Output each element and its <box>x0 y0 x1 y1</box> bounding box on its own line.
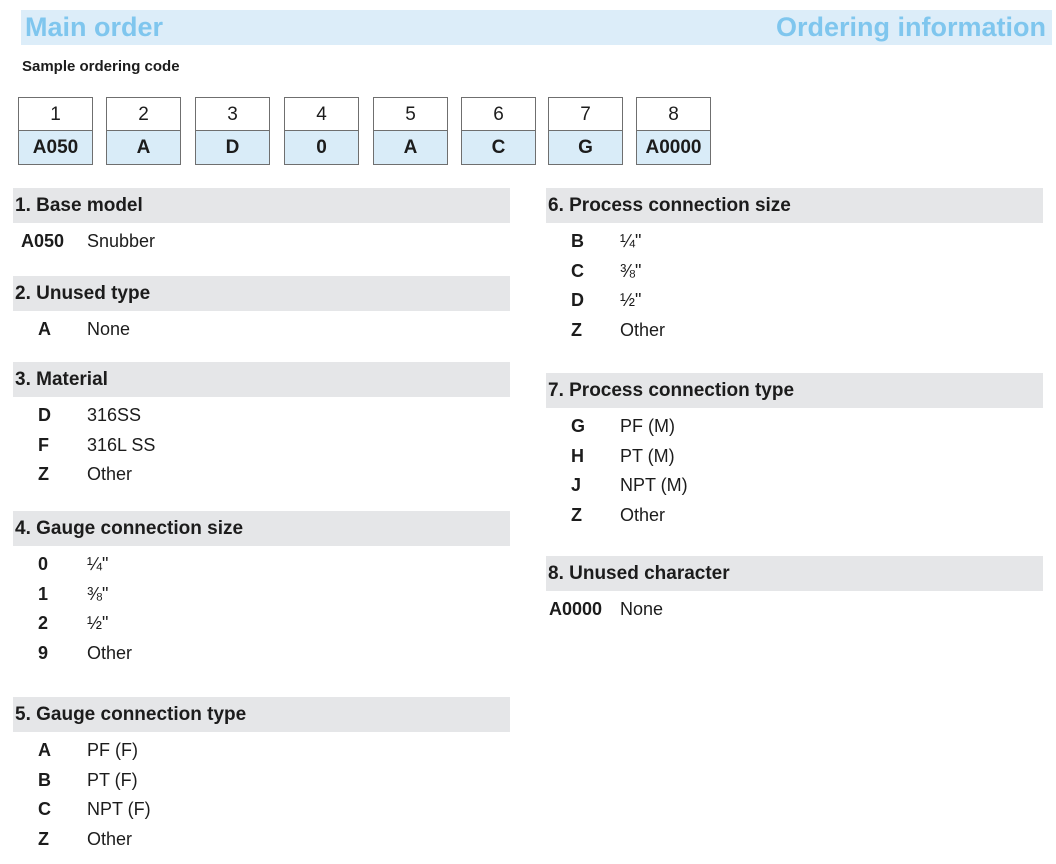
option-row <box>13 315 510 345</box>
option-description: ¼" <box>87 554 109 575</box>
option-row <box>546 595 1043 625</box>
option-code: 9 <box>38 643 49 664</box>
code-position-number: 7 <box>549 98 622 131</box>
code-position-3 <box>195 97 270 165</box>
option-code: A0000 <box>549 599 603 620</box>
code-position-value: C <box>462 131 535 164</box>
option-description: PF (M) <box>620 416 675 437</box>
code-position-number: 4 <box>285 98 358 131</box>
code-position-number: 6 <box>462 98 535 131</box>
option-description: ½" <box>620 290 642 311</box>
option-row <box>13 736 510 766</box>
option-section-5 <box>13 697 510 854</box>
option-row <box>13 460 510 490</box>
code-position-6 <box>461 97 536 165</box>
option-section-7 <box>546 373 1043 530</box>
option-row <box>13 580 510 610</box>
code-position-number: 8 <box>637 98 710 131</box>
section-title: 7. Process connection type <box>546 373 1043 408</box>
option-description: Other <box>620 320 666 341</box>
option-row <box>546 471 1043 501</box>
option-row <box>546 501 1043 531</box>
section-title: 4. Gauge connection size <box>13 511 510 546</box>
code-position-2 <box>106 97 181 165</box>
option-code: Z <box>38 464 49 485</box>
option-description: Other <box>87 643 133 664</box>
option-description: ½" <box>87 613 109 634</box>
option-section-2 <box>13 276 510 345</box>
option-code: J <box>571 475 582 496</box>
option-description: ¼" <box>620 231 642 252</box>
code-position-4 <box>284 97 359 165</box>
option-row <box>13 431 510 461</box>
option-row <box>546 286 1043 316</box>
option-row <box>13 550 510 580</box>
option-code: F <box>38 434 49 455</box>
option-row <box>13 609 510 639</box>
option-section-3 <box>13 362 510 490</box>
page-header <box>21 10 1052 45</box>
code-position-5 <box>373 97 448 165</box>
option-row <box>546 257 1043 287</box>
option-code: C <box>38 799 51 820</box>
ordering-information-title: Ordering information <box>776 12 1046 42</box>
option-description: ⅜" <box>620 260 642 281</box>
option-description: Snubber <box>87 231 156 252</box>
option-description: Other <box>87 829 133 850</box>
option-code: D <box>571 290 584 311</box>
option-row <box>13 401 510 431</box>
option-code: H <box>571 445 584 466</box>
option-row <box>13 227 510 257</box>
code-position-value: A <box>374 131 447 164</box>
code-position-number: 1 <box>19 98 92 131</box>
option-row <box>13 639 510 669</box>
option-code: G <box>571 416 586 437</box>
code-position-number: 5 <box>374 98 447 131</box>
main-order-title: Main order <box>25 12 164 42</box>
option-row <box>13 795 510 825</box>
option-row <box>546 412 1043 442</box>
section-title: 3. Material <box>13 362 510 397</box>
section-title: 6. Process connection size <box>546 188 1043 223</box>
option-section-8 <box>546 556 1043 625</box>
option-code: 0 <box>38 554 49 575</box>
code-position-value: A <box>107 131 180 164</box>
code-position-value: G <box>549 131 622 164</box>
option-code: B <box>571 231 584 252</box>
option-row <box>546 227 1043 257</box>
option-code: 1 <box>38 583 49 604</box>
section-title: 1. Base model <box>13 188 510 223</box>
option-section-1 <box>13 188 510 257</box>
option-code: B <box>38 769 51 790</box>
option-description: ⅜" <box>87 583 109 604</box>
option-description: Other <box>87 464 133 485</box>
section-title: 2. Unused type <box>13 276 510 311</box>
option-row <box>546 316 1043 346</box>
option-description: Other <box>620 505 666 526</box>
option-description: None <box>620 599 664 620</box>
code-position-value: A050 <box>19 131 92 164</box>
option-description: PT (M) <box>620 445 675 466</box>
option-description: NPT (M) <box>620 475 688 496</box>
option-section-6 <box>546 188 1043 345</box>
option-description: 316L SS <box>87 434 156 455</box>
code-position-number: 2 <box>107 98 180 131</box>
code-position-1 <box>18 97 93 165</box>
section-title: 8. Unused character <box>546 556 1043 591</box>
code-position-value: A0000 <box>637 131 710 164</box>
option-row <box>13 766 510 796</box>
option-code: D <box>38 405 51 426</box>
option-code: 2 <box>38 613 49 634</box>
sample-ordering-code-label: Sample ordering code <box>22 58 180 75</box>
code-position-7 <box>548 97 623 165</box>
code-position-number: 3 <box>196 98 269 131</box>
option-code: Z <box>38 829 49 850</box>
option-section-4 <box>13 511 510 668</box>
option-description: 316SS <box>87 405 142 426</box>
option-code: A050 <box>21 231 65 252</box>
code-position-value: 0 <box>285 131 358 164</box>
code-position-value: D <box>196 131 269 164</box>
option-row <box>546 442 1043 472</box>
option-description: PT (F) <box>87 769 138 790</box>
code-position-8 <box>636 97 711 165</box>
option-code: A <box>38 740 51 761</box>
option-description: None <box>87 319 131 340</box>
option-code: Z <box>571 505 582 526</box>
option-code: A <box>38 319 51 340</box>
section-title: 5. Gauge connection type <box>13 697 510 732</box>
option-description: PF (F) <box>87 740 138 761</box>
option-description: NPT (F) <box>87 799 151 820</box>
option-row <box>13 825 510 855</box>
option-code: Z <box>571 320 582 341</box>
option-code: C <box>571 260 584 281</box>
